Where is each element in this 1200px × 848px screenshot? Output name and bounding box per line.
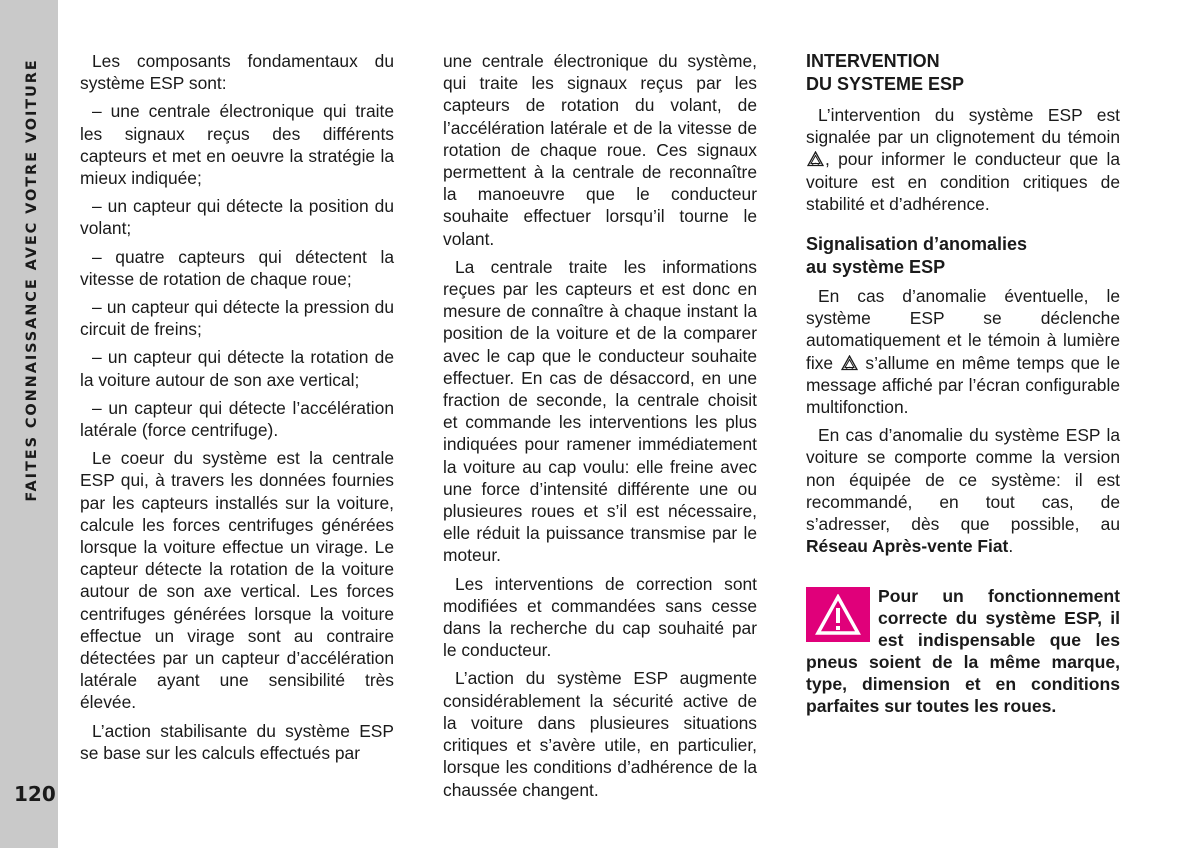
page-number: 120 bbox=[14, 782, 56, 806]
heading-line: DU SYSTEME ESP bbox=[806, 74, 965, 94]
list-item: – quatre capteurs qui détectent la vitesse de rotation de chaque roue; bbox=[80, 246, 394, 289]
sidebar bbox=[0, 0, 58, 848]
list-item: – une centrale électronique qui traite les signaux reçus des différents capteurs et met en oeuvre la stratégie la mieux indiquée; bbox=[80, 101, 394, 189]
paragraph: Les interventions de correction sont modifiées et commandées sans cesse dans la recherche du cap souhaité par le conducteur. bbox=[443, 573, 757, 661]
column-1 bbox=[80, 50, 394, 770]
heading-line: INTERVENTION bbox=[806, 51, 940, 71]
paragraph: Les composants fondamentaux du système ESP sont: bbox=[80, 51, 394, 94]
paragraph-text: En cas d’anomalie du système ESP la voiture se comporte comme la version non équipée de ce système: il est recommandé, en tout cas, de s’adresser, dès que possible, au bbox=[806, 425, 1120, 535]
warning-triangle-icon bbox=[815, 594, 861, 636]
heading-line: au système ESP bbox=[806, 257, 946, 278]
paragraph-text: . bbox=[1008, 536, 1014, 557]
section-title: FAITES CONNAISSANCE AVEC VOTRE VOITURE bbox=[24, 58, 40, 502]
warning-box bbox=[806, 585, 1120, 717]
list-item: – un capteur qui détecte la pression du circuit de freins; bbox=[80, 297, 394, 340]
esp-warning-light-icon bbox=[807, 151, 824, 167]
list-item: – un capteur qui détecte l’accélération latérale (force centrifuge). bbox=[80, 397, 394, 441]
paragraph-text: L’intervention du système ESP est signalée par un clignotement du témoin bbox=[806, 105, 1120, 148]
warning-text: Pour un fonctionnement correcte du système ESP, il est indispensable que les pneus soient de la même marque, type, dimension et en conditions parfaites sur toutes les roues. bbox=[806, 586, 1120, 717]
paragraph: une centrale électronique du système, qui traite les signaux reçus par les capteurs de rotation du volant, de l’accélération latérale et de la vitesse de rotation de chaque roue. Ces signaux permettent à la centrale de reconnaître la manoeuvre que le conducteur souhaite effectuer lorsqu’il tourne le volant. bbox=[443, 51, 757, 249]
paragraph: Le coeur du système est la centrale ESP qui, à travers les données fournies par les capteurs installés sur la voiture, calcule les forces centrifuges générées lorsque la voiture effectue un virage. Le capteur détecte la rotation de la voiture autour de son axe vertical. Les forces centrifuges générées lorsque la voiture effectue un virage sont au contraire détectées par un capteur d’accélération latérale ayant une sensibilité très élevée. bbox=[80, 448, 394, 713]
paragraph bbox=[806, 104, 1120, 215]
warning-triangle-box bbox=[806, 587, 870, 642]
subsection-heading bbox=[806, 233, 1120, 279]
paragraph bbox=[806, 285, 1120, 418]
heading-line: Signalisation d’anomalies bbox=[806, 234, 1028, 255]
paragraph: La centrale traite les informations reçues par les capteurs et est donc en mesure de connaître à chaque instant la position de la voiture et de la comparer avec le cap que le conducteur souhaite effectuer. En cas de désaccord, en une fraction de seconde, la centrale choisit et commande les interventions les plus indiquées pour ramener immédiatement la voiture au cap voulu: elle freine avec une force d’intensité différente une ou plusieures roues et s’il est nécessaire, elle réduit la puissance transmise par le moteur. bbox=[443, 256, 757, 566]
list-item: – un capteur qui détecte la position du volant; bbox=[80, 196, 394, 239]
list-item: – un capteur qui détecte la rotation de la voiture autour de son axe vertical; bbox=[80, 347, 394, 390]
paragraph-text: En cas d’anomalie éventuelle, le système ESP se déclenche automatiquement et le témoin à lumière fixe bbox=[806, 286, 1120, 373]
paragraph: L’action stabilisante du système ESP se base sur les calculs effectués par bbox=[80, 720, 394, 763]
paragraph bbox=[806, 424, 1120, 557]
esp-warning-light-icon bbox=[841, 355, 858, 371]
paragraph: L’action du système ESP augmente considérablement la sécurité active de la voiture dans plusieures situations critiques et s’avère utile, en particulier, lorsque les conditions d’adhérence de la chaussée changent. bbox=[443, 668, 757, 800]
paragraph-text: , pour informer le conducteur que la voiture est en condition critiques de stabilité et d’adhérence. bbox=[806, 149, 1120, 214]
column-2 bbox=[443, 50, 757, 807]
paragraph-text: s’allume en même temps que le message affiché par l’écran configurable multifonction. bbox=[806, 352, 1120, 418]
column-3 bbox=[806, 50, 1120, 717]
dealer-network: Réseau Après-vente Fiat bbox=[806, 536, 1009, 557]
section-heading bbox=[806, 50, 1120, 96]
